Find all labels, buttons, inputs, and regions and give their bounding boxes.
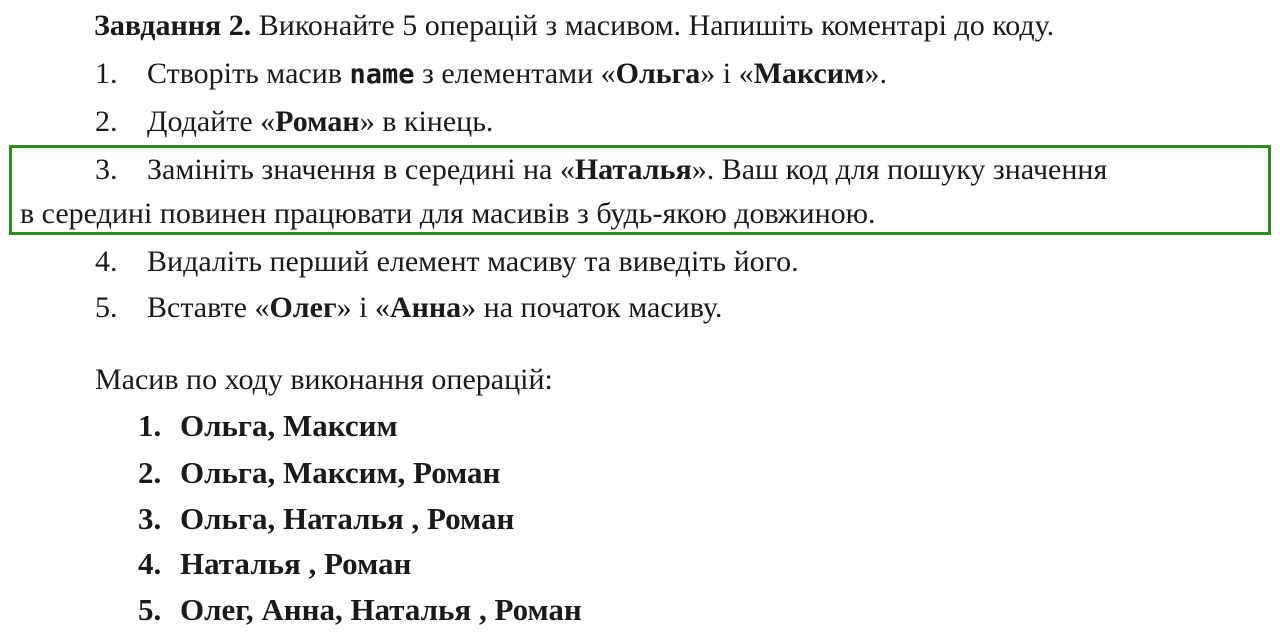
step-text: в середині повинен працювати для масивів з будь-якою довжиною.: [20, 197, 876, 230]
results-heading: [95, 362, 553, 398]
step-text: Замініть значення в середині на «: [147, 153, 575, 186]
result-item-4: [138, 546, 411, 582]
result-text: Наталья , Роман: [180, 546, 412, 581]
step-5: [95, 290, 722, 326]
step-text: ». Ваш код для пошуку значення: [691, 153, 1108, 186]
result-item-2: [138, 455, 500, 491]
results-heading-text: Масив по ходу виконання операцій:: [95, 363, 553, 396]
result-text: Ольга, Наталья , Роман: [180, 501, 515, 536]
step-bold-value: Анна: [389, 291, 462, 324]
step-number: 2.: [95, 105, 118, 138]
result-number: 4.: [138, 546, 162, 581]
step-3-continuation: [20, 196, 876, 232]
step-bold-value: Наталья: [574, 153, 692, 186]
result-text: Ольга, Максим, Роман: [180, 455, 501, 490]
result-number: 2.: [138, 455, 162, 490]
result-item-5: [138, 592, 582, 628]
step-2: [95, 104, 493, 140]
step-text: Видаліть перший елемент масиву та виведіть його.: [147, 245, 799, 278]
step-1: [95, 56, 887, 93]
result-text: Ольга, Максим: [180, 408, 398, 443]
step-text: » на початок масиву.: [461, 291, 723, 324]
step-number: 3.: [95, 153, 118, 186]
result-number: 3.: [138, 501, 162, 536]
result-item-3: [138, 501, 514, 537]
step-text: ».: [864, 57, 888, 90]
result-number: 5.: [138, 592, 162, 627]
result-number: 1.: [138, 408, 162, 443]
step-text: з елементами «: [414, 57, 616, 90]
step-bold-value: Роман: [275, 105, 360, 138]
result-text: Олег, Анна, Наталья , Роман: [180, 592, 582, 627]
step-bold-value: Максим: [753, 57, 865, 90]
step-text: » в кінець.: [359, 105, 494, 138]
step-number: 4.: [95, 245, 118, 278]
step-number: 5.: [95, 291, 118, 324]
step-bold-value: Ольга: [615, 57, 701, 90]
step-4: [95, 244, 799, 280]
step-text: Вставте «: [147, 291, 270, 324]
step-number: 1.: [95, 57, 118, 90]
step-text: » і «: [336, 291, 390, 324]
step-text: Створіть масив: [147, 57, 350, 90]
step-bold-value: Олег: [269, 291, 337, 324]
step-text: » і «: [700, 57, 754, 90]
task-intro: Виконайте 5 операцій з масивом. Напишіть коментарі до коду.: [251, 9, 1055, 42]
step-text: Додайте «: [147, 105, 276, 138]
result-item-1: [138, 408, 398, 444]
code-identifier: name: [349, 59, 415, 90]
task-heading: [94, 8, 1054, 44]
task-title: Завдання 2.: [94, 9, 252, 42]
step-3: [95, 152, 1107, 188]
